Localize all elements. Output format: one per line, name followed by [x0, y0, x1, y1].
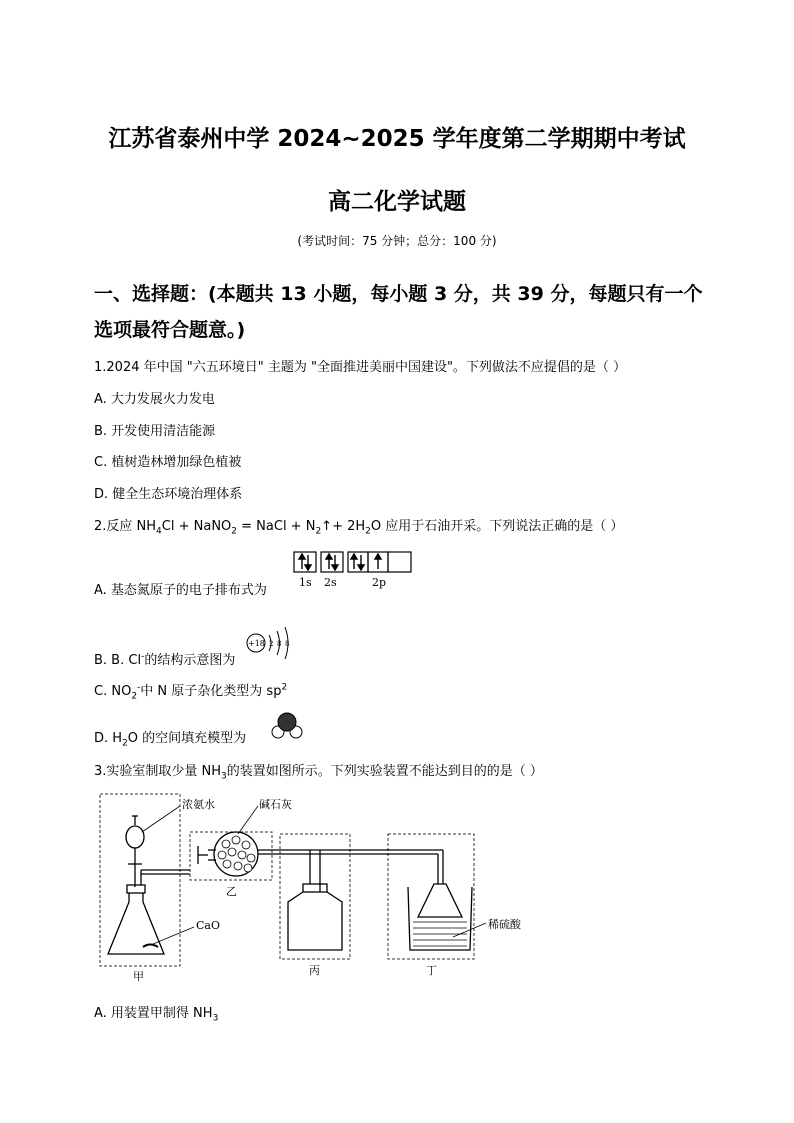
q3-option-a: A. 用装置甲制得 $NH_3$: [94, 1006, 219, 1024]
q2-stem: 2.反应 $NH_4Cl$ + NaNO$_2$ = NaCl + $N_2↑+ 2H_2O$ 应用于石油开采。下列说法正确的是（ ）: [94, 519, 624, 537]
label-yi: 乙: [226, 885, 237, 898]
q2-option-d: D. $H_2O$ 的空间填充模型为: [94, 731, 247, 749]
water-space-filling-model: [270, 712, 304, 740]
label-jia: 甲: [133, 970, 144, 983]
label-dilute-sulfuric-acid: 稀硫酸: [488, 918, 521, 931]
exam-subtitle: 高二化学试题: [328, 189, 466, 215]
label-soda-lime: 碱石灰: [259, 798, 292, 811]
orbital-label-2s: 2s: [324, 576, 337, 589]
q2-option-b: B. B. Cl-的结构示意图为: [94, 651, 236, 668]
q1-option-c: C. 植树造林增加绿色植被: [94, 455, 242, 470]
label-cao: CaO: [196, 919, 220, 932]
label-ding: 丁: [426, 964, 437, 977]
q1-option-b: B. 开发使用清洁能源: [94, 424, 216, 439]
label-ammonia-water: 浓氨水: [182, 798, 215, 811]
ammonia-apparatus-figure: [98, 792, 543, 992]
shell-1-electrons: 2: [269, 640, 274, 648]
chlorine-ion-structure-diagram: [245, 623, 301, 663]
exam-title: 江苏省泰州中学 2024~2025 学年度第二学期期中考试: [108, 126, 686, 152]
q1-stem: 1.2024 年中国 "六五环境日" 主题为 "全面推进美丽中国建设"。下列做法不应提倡的是（ ）: [94, 360, 627, 375]
q2-option-c: C. $NO_2^-$中 N 原子杂化类型为 $sp^2$: [94, 682, 288, 702]
orbital-label-1s: 1s: [299, 576, 312, 589]
nucleus-charge: +18: [248, 639, 265, 648]
section-heading: 一、选择题：(本题共 13 小题，每小题 3 分，共 39 分，每题只有一个选项最符合题意。): [94, 283, 703, 341]
q3-stem: 3.实验室制取少量 $NH_3$的装置如图所示。下列实验装置不能达到目的的是（ ）: [94, 764, 543, 782]
q2-option-a: A. 基态氮原子的电子排布式为: [94, 583, 267, 598]
label-bing: 丙: [309, 964, 320, 977]
shell-2-electrons: 8: [277, 640, 282, 648]
exam-info: (考试时间：75 分钟；总分：100 分): [297, 234, 497, 248]
q1-option-a: A. 大力发展火力发电: [94, 392, 215, 407]
shell-3-electrons: 8: [285, 640, 290, 648]
q1-option-d: D. 健全生态环境治理体系: [94, 487, 243, 502]
orbital-diagram: [293, 551, 417, 591]
orbital-label-2p: 2p: [372, 576, 387, 589]
